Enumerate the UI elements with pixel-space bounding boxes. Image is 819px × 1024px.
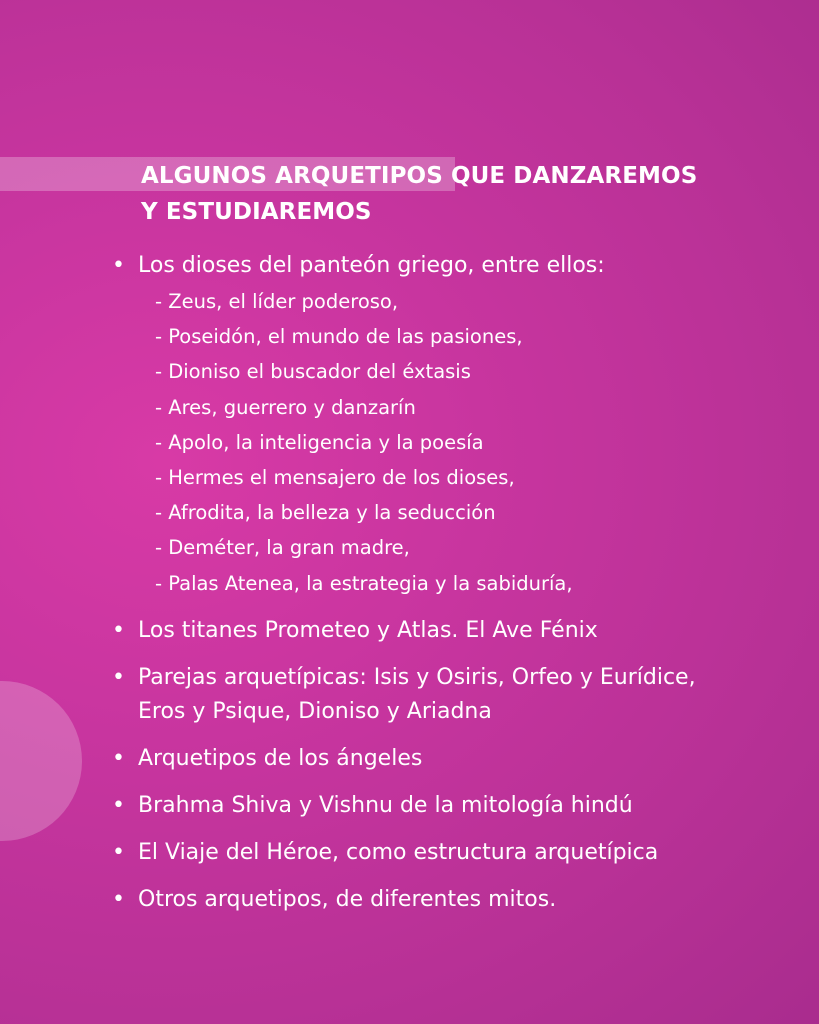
- list-item-text: Los titanes Prometeo y Atlas. El Ave Fénix: [138, 617, 598, 643]
- bullet-icon: •: [112, 253, 125, 278]
- list-item-text: Los dioses del panteón griego, entre ellos:: [138, 253, 605, 278]
- heading-line-2: Y ESTUDIAREMOS: [141, 199, 372, 225]
- sub-list-item: - Ares, guerrero y danzarín: [155, 395, 416, 419]
- section-heading: [141, 158, 697, 230]
- list-item-titans: [112, 614, 812, 648]
- sub-list-item: - Hermes el mensajero de los dioses,: [155, 466, 515, 490]
- list-item-archetypal-couples: [112, 661, 812, 729]
- bullet-icon: •: [112, 664, 125, 690]
- list-item-text: Arquetipos de los ángeles: [138, 745, 423, 771]
- decorative-circle: [0, 681, 82, 841]
- list-item-angels: [112, 742, 812, 776]
- list-item-text: Otros arquetipos, de diferentes mitos.: [138, 886, 557, 912]
- list-item-greek-gods: [112, 249, 812, 601]
- bullet-icon: •: [112, 745, 125, 771]
- list-item-other-archetypes: [112, 883, 812, 917]
- sub-list-item: - Deméter, la gran madre,: [155, 536, 410, 560]
- list-item-heros-journey: [112, 836, 812, 870]
- list-item-text: El Viaje del Héroe, como estructura arquetípica: [138, 839, 659, 865]
- list-item-text-line-2: Eros y Psique, Dioniso y Ariadna: [138, 698, 492, 724]
- sub-list-item: - Apolo, la inteligencia y la poesía: [155, 430, 484, 454]
- bullet-icon: •: [112, 886, 125, 912]
- sub-list-item: - Dioniso el buscador del éxtasis: [155, 360, 471, 384]
- archetype-list: [112, 249, 812, 917]
- bullet-icon: •: [112, 839, 125, 865]
- sub-list-item: - Poseidón, el mundo de las pasiones,: [155, 325, 523, 349]
- heading-line-1: ALGUNOS ARQUETIPOS QUE DANZAREMOS: [141, 163, 698, 189]
- greek-gods-sublist: [155, 284, 812, 601]
- sub-list-item: - Afrodita, la belleza y la seducción: [155, 501, 496, 525]
- list-item-text-line-1: Parejas arquetípicas: Isis y Osiris, Orfeo y Eurídice,: [138, 664, 696, 690]
- sub-list-item: - Zeus, el líder poderoso,: [155, 290, 399, 313]
- sub-list-item: - Palas Atenea, la estrategia y la sabiduría,: [155, 571, 573, 595]
- list-item-text: Brahma Shiva y Vishnu de la mitología hindú: [138, 792, 633, 818]
- list-item-hindu-mythology: [112, 789, 812, 823]
- bullet-icon: •: [112, 617, 125, 643]
- bullet-icon: •: [112, 792, 125, 818]
